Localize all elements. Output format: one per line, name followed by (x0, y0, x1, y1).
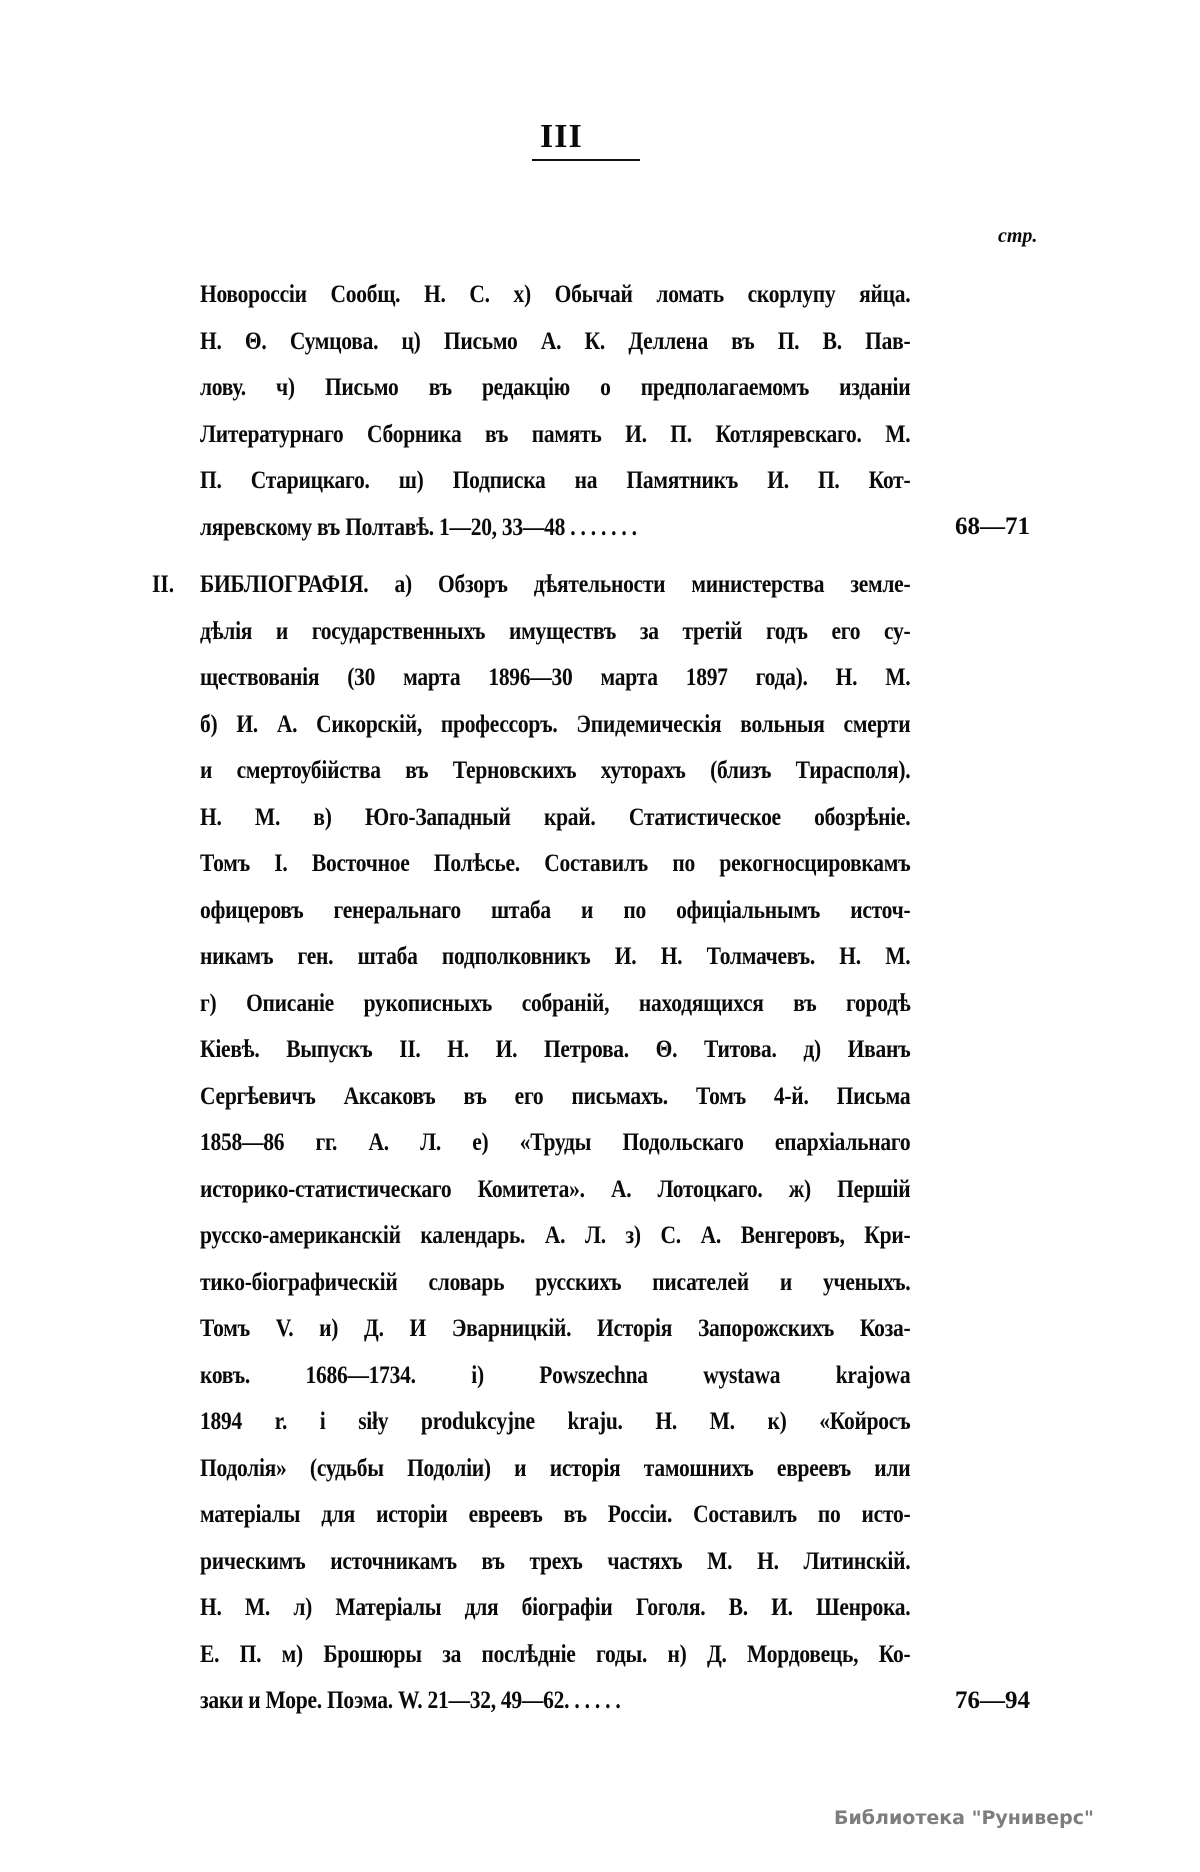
text-line: русско-американскій календарь. А. Л. з) С. А. Венгеровъ, Кри- (200, 1222, 911, 1249)
text-line: заки и Море. Поэма. W. 21—32, 49—62. . . . . . (200, 1687, 621, 1714)
text-line: Сергѣевичъ Аксаковъ въ его письмахъ. Томъ 4-й. Письма (200, 1082, 911, 1110)
page-number: III (540, 118, 583, 155)
text-line: Томъ I. Восточное Полѣсье. Составилъ по рекогносцировкамъ (200, 850, 911, 877)
toc-entry-bibliography (200, 562, 910, 1725)
text-line: Томъ V. и) Д. И Эварницкій. Исторія Запорожскихъ Коза- (200, 1315, 911, 1342)
text-line: г) Описаніе рукописныхъ собраній, находящихся въ городѣ (200, 989, 911, 1017)
text-line: П. Старицкаго. ш) Подписка на Памятникъ И. П. Кот- (200, 467, 911, 494)
page-range: 68—71 (955, 513, 1030, 540)
text-line: Е. П. м) Брошюры за послѣдніе годы. н) Д. Мордовець, Ко- (200, 1640, 911, 1668)
text-line: Н. Θ. Сумцова. ц) Письмо А. К. Деллена въ П. В. Пав- (200, 327, 911, 355)
text-line: Кіевѣ. Выпускъ II. Н. И. Петрова. Θ. Титова. д) Иванъ (200, 1036, 911, 1063)
text-line: ковъ. 1686—1734. і) Powszechna wystawa krajowa (200, 1361, 911, 1389)
text-line: Литературнаго Сборника въ память И. П. Котляревскаго. М. (200, 420, 911, 448)
toc-entry-continuation (200, 272, 910, 551)
text-line: Подолія» (судьбы Подоліи) и исторія тамошнихъ евреевъ или (200, 1454, 911, 1482)
text-line: БИБЛІОГРАФІЯ. а) Обзоръ дѣятельности министерства земле- (200, 571, 911, 598)
text-line: Н. М. л) Матеріалы для біографіи Гоголя. В. И. Шенрока. (200, 1594, 911, 1621)
text-line: б) И. А. Сикорскій, профессоръ. Эпидемическія вольныя смерти (200, 710, 911, 738)
text-line: матеріалы для исторіи евреевъ въ Россіи. Составилъ по исто- (200, 1501, 911, 1528)
text-line: историко-статистическаго Комитета». А. Лотоцкаго. ж) Першій (200, 1175, 911, 1203)
text-line: ляревскому въ Полтавѣ. 1—20, 33—48 . . . . . . . (200, 513, 637, 541)
text-line: дѣлія и государственныхъ имуществъ за третій годъ его су- (200, 617, 911, 645)
text-line: 1858—86 гг. А. Л. е) «Труды Подольскаго епархіальнаго (200, 1129, 911, 1156)
page-number-rule (532, 159, 640, 161)
text-line: лову. ч) Письмо въ редакцію о предполагаемомъ изданіи (200, 374, 911, 401)
text-line: 1894 r. i siły produkcyjne kraju. Н. М. к) «Койросъ (200, 1408, 911, 1435)
text-line: рическимъ источникамъ въ трехъ частяхъ М. Н. Литинскій. (200, 1547, 911, 1575)
text-line: Новороссіи Сообщ. Н. С. х) Обычай ломать скорлупу яйца. (200, 281, 911, 308)
text-line: тико-біографическій словарь русскихъ писателей и ученыхъ. (200, 1268, 911, 1296)
text-line: ществованія (30 марта 1896—30 марта 1897 года). Н. М. (200, 664, 911, 691)
section-number: II. (152, 571, 175, 598)
text-line: и смертоубійства въ Терновскихъ хуторахъ (близъ Тирасполя). (200, 757, 911, 784)
page-column-header: стр. (998, 225, 1038, 247)
text-line: офицеровъ генеральнаго штаба и по офиціальнымъ источ- (200, 896, 911, 924)
library-watermark: Библиотека "Руниверс" (834, 1807, 1094, 1829)
text-line: никамъ ген. штаба подполковникъ И. Н. Толмачевъ. Н. М. (200, 943, 911, 970)
text-line: Н. М. в) Юго-Западный край. Статистическое обозрѣніе. (200, 803, 911, 831)
page-range: 76—94 (955, 1687, 1030, 1714)
